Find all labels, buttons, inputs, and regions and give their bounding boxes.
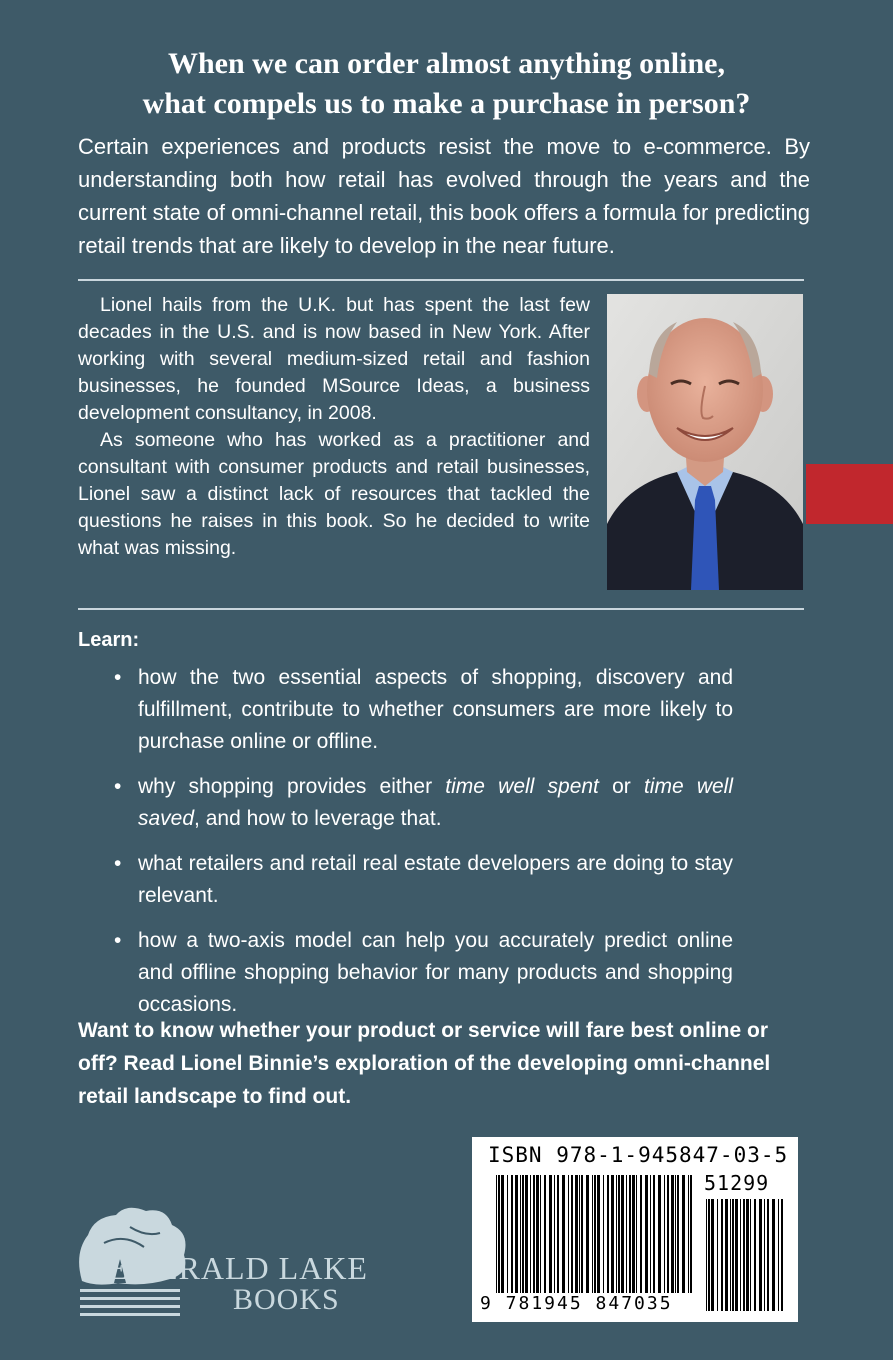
price-code: 51299 <box>704 1171 770 1195</box>
barcode-bar <box>544 1175 546 1293</box>
barcode-bar <box>781 1199 783 1311</box>
barcode-bars <box>496 1175 692 1293</box>
barcode-bar <box>732 1199 734 1311</box>
barcode-bar <box>721 1199 723 1311</box>
barcode-bar <box>730 1199 731 1311</box>
barcode-bar <box>632 1175 635 1293</box>
barcode-bar <box>645 1175 648 1293</box>
barcode-bar <box>667 1175 669 1293</box>
barcode-bar <box>533 1175 535 1293</box>
barcode-addon-bars <box>706 1199 784 1311</box>
barcode-bar <box>611 1175 614 1293</box>
barcode-bar <box>568 1175 569 1293</box>
barcode-bar <box>536 1175 539 1293</box>
barcode-bar <box>557 1175 559 1293</box>
headline-line-2: what compels us to make a purchase in person? <box>142 87 751 120</box>
barcode-bar <box>501 1175 504 1293</box>
barcode-bar <box>616 1175 617 1293</box>
barcode-bar <box>629 1175 631 1293</box>
barcode-bar <box>607 1175 609 1293</box>
barcode-bar <box>682 1175 685 1293</box>
publisher-name-line-1: EMERALD LAKE <box>108 1250 368 1286</box>
barcode-bar <box>586 1175 589 1293</box>
barcode-bar <box>636 1175 637 1293</box>
bullet-icon: • <box>114 666 122 689</box>
barcode-bar <box>522 1175 524 1293</box>
learn-item-3: what retailers and retail real estate developers are doing to stay relevant. <box>138 852 733 907</box>
barcode-bar <box>754 1199 756 1311</box>
barcode-bar <box>525 1175 528 1293</box>
barcode-bar <box>530 1175 531 1293</box>
barcode-bar <box>690 1175 692 1293</box>
isbn-barcode <box>472 1137 798 1322</box>
barcode-bar <box>746 1199 749 1311</box>
barcode-digits: 9 781945 847035 <box>480 1293 673 1314</box>
barcode-bar <box>764 1199 765 1311</box>
list-item <box>78 771 733 835</box>
list-item <box>78 662 733 758</box>
barcode-bar <box>507 1175 508 1293</box>
barcode-bar <box>640 1175 642 1293</box>
closing-paragraph: Want to know whether your product or service will fare best online or off? Read Lionel Binnie’s exploration of the developing omni-channel retail landscape to find out. <box>78 1019 771 1108</box>
barcode-bar <box>711 1199 714 1311</box>
barcode-bar <box>540 1175 541 1293</box>
barcode-bar <box>511 1175 513 1293</box>
barcode-bar <box>571 1175 573 1293</box>
barcode-bar <box>706 1199 707 1311</box>
barcode-bar <box>597 1175 600 1293</box>
bullet-icon: • <box>114 775 122 798</box>
barcode-bar <box>772 1199 775 1311</box>
divider-middle <box>78 608 804 610</box>
barcode-bar <box>735 1199 738 1311</box>
barcode-bar <box>675 1175 676 1293</box>
list-item <box>78 848 733 912</box>
list-item <box>78 925 733 1021</box>
barcode-bar <box>767 1199 769 1311</box>
learn-heading: Learn: <box>78 629 140 651</box>
barcode-bar <box>743 1199 745 1311</box>
barcode-bar <box>592 1175 593 1293</box>
headline-line-1: When we can order almost anything online, <box>168 47 725 80</box>
barcode-bar <box>496 1175 497 1293</box>
barcode-bar <box>725 1199 728 1311</box>
barcode-bar <box>626 1175 627 1293</box>
barcode-bar <box>579 1175 580 1293</box>
barcode-bar <box>671 1175 674 1293</box>
isbn-label: ISBN 978-1-945847-03-5 <box>488 1143 789 1167</box>
barcode-bar <box>621 1175 624 1293</box>
learn-item-2: why shopping provides either time well spent or time well saved, and how to leverage that. <box>138 775 733 830</box>
divider-top <box>78 279 804 281</box>
barcode-bar <box>549 1175 552 1293</box>
barcode-bar <box>688 1175 689 1293</box>
barcode-bar <box>653 1175 655 1293</box>
barcode-bar <box>594 1175 596 1293</box>
barcode-bar <box>520 1175 521 1293</box>
barcode-bar <box>740 1199 741 1311</box>
publisher-name-line-2: BOOKS <box>233 1283 340 1316</box>
barcode-bar <box>658 1175 661 1293</box>
blurb-paragraph: Certain experiences and products resist the move to e-commerce. By understanding both how retail has evolved through the years and the current state of omni-channel retail, this book offers a formula for predicting retail trends that are likely to develop in the near future. <box>78 134 810 258</box>
barcode-bar <box>664 1175 665 1293</box>
headline <box>60 44 833 124</box>
barcode-bar <box>575 1175 578 1293</box>
barcode-bar <box>498 1175 500 1293</box>
barcode-bar <box>618 1175 620 1293</box>
barcode-bar <box>708 1199 710 1311</box>
author-photo <box>607 294 803 590</box>
barcode-bar <box>677 1175 679 1293</box>
bio-paragraph-2: As someone who has worked as a practitioner and consultant with consumer products and retail businesses, Lionel saw a distinct lack of resources that tackled the questions he raises in this book. So he decided to write what was missing. <box>78 429 590 559</box>
bio-paragraph-1: Lionel hails from the U.K. but has spent the last few decades in the U.S. and is now based in New York. After working with several medium-sized retail and fashion businesses, he founded MSource Ideas, a business development consultancy, in 2008. <box>78 294 590 424</box>
learn-item-4: how a two-axis model can help you accurately predict online and offline shopping behavior for many products and shopping occasions. <box>138 929 733 1016</box>
bullet-icon: • <box>114 852 122 875</box>
barcode-bar <box>650 1175 651 1293</box>
barcode-bar <box>750 1199 751 1311</box>
barcode-bar <box>562 1175 565 1293</box>
barcode-bar <box>717 1199 718 1311</box>
bullet-icon: • <box>114 929 122 952</box>
barcode-bar <box>515 1175 518 1293</box>
barcode-bar <box>778 1199 779 1311</box>
barcode-bar <box>581 1175 583 1293</box>
barcode-bar <box>759 1199 762 1311</box>
author-bio <box>78 292 590 562</box>
learn-item-1: how the two essential aspects of shopping, discovery and fulfillment, contribute to whether consumers are more likely to purchase online or offline. <box>138 666 733 753</box>
red-accent-tab <box>806 464 893 524</box>
barcode-bar <box>603 1175 604 1293</box>
learn-list <box>78 662 733 1034</box>
barcode-bar <box>554 1175 555 1293</box>
